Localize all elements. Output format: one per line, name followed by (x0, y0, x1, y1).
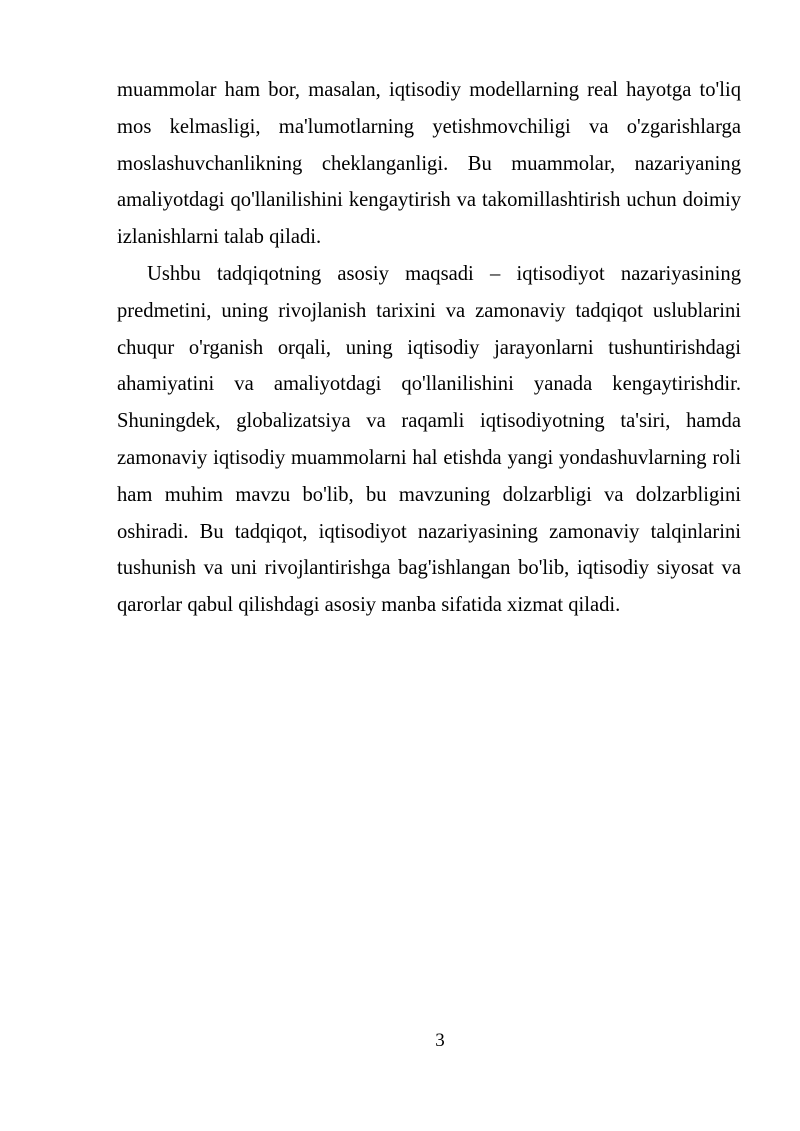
body-text (117, 72, 741, 624)
page-number: 3 (435, 1030, 445, 1051)
paragraph-research-goal: Ushbu tadqiqotning asosiy maqsadi – iqtisodiyot nazariyasining predmetini, uning rivojlanish tarixini va zamonaviy tadqiqot uslublarini chuqur o'rganish orqali, uning iqtisodiy jarayonlarni tushuntirishdagi ahamiyatini va amaliyotdagi qo'llanilishini yanada kengaytirishdir. Shuningdek, globalizatsiya va raqamli iqtisodiyotning ta'siri, hamda zamonaviy iqtisodiy muammolarni hal etishda yangi yondashuvlarning roli ham muhim mavzu bo'lib, bu mavzuning dolzarbligi va dolzarbligini oshiradi. Bu tadqiqot, iqtisodiyot nazariyasining zamonaviy talqinlarini tushunish va uni rivojlantirishga bag'ishlangan bo'lib, iqtisodiy siyosat va qarorlar qabul qilishdagi asosiy manba sifatida xizmat qiladi. (117, 262, 741, 617)
paragraph-continuation: muammolar ham bor, masalan, iqtisodiy modellarning real hayotga to'liq mos kelmasligi, ma'lumotlarning yetishmovchiligi va o'zgarishlarga moslashuvchanlikning cheklanganligi. Bu muammolar, nazariyaning amaliyotdagi qo'llanilishini kengaytirish va takomillashtirish uchun doimiy izlanishlarni talab qiladi. (117, 79, 741, 249)
